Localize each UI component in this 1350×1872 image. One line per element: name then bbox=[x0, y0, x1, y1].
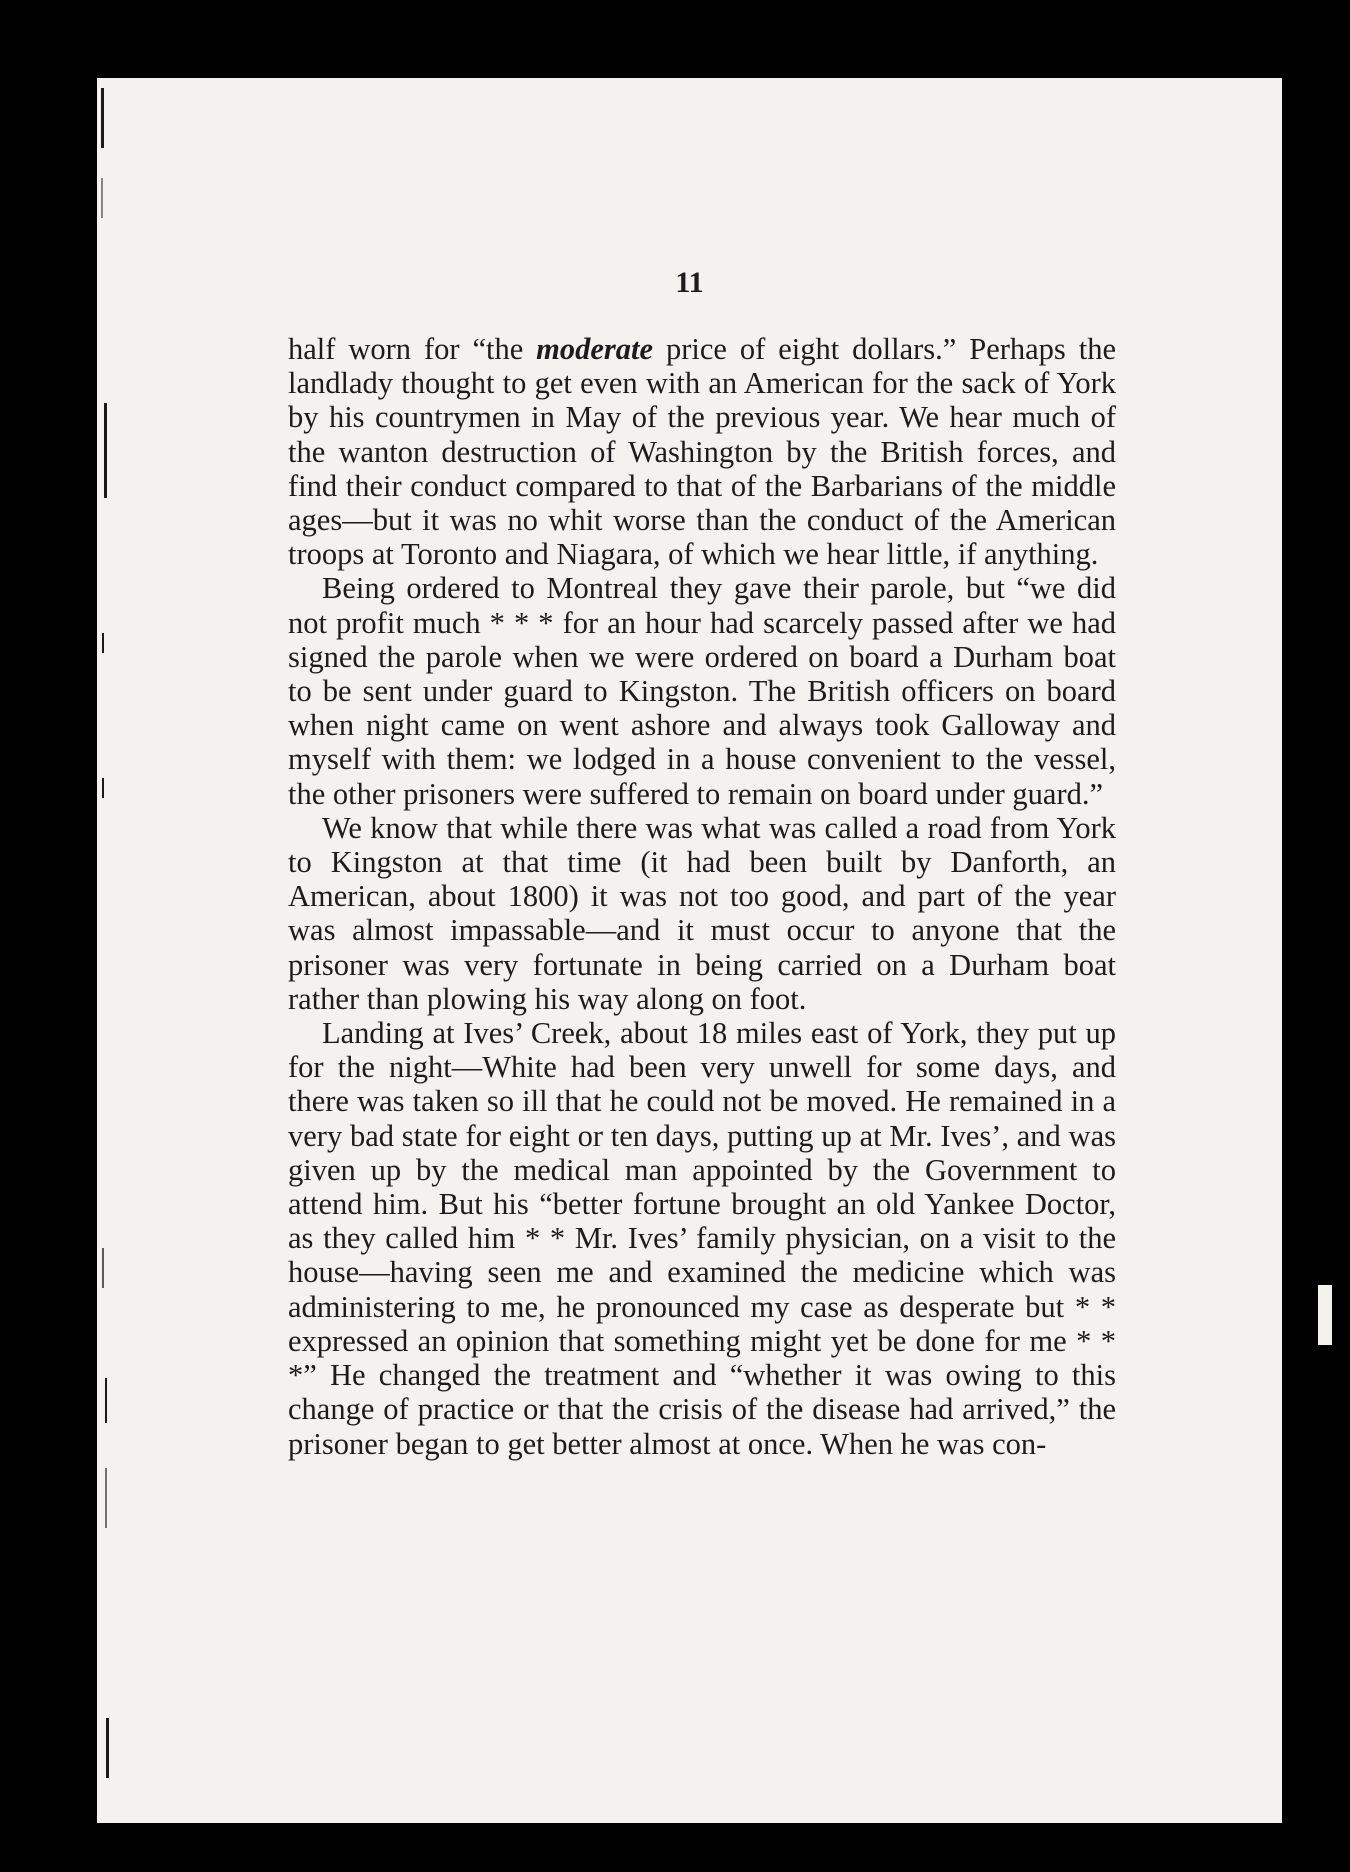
gutter-mark bbox=[105, 1468, 107, 1528]
gutter-mark bbox=[104, 403, 107, 498]
paper-tear bbox=[1318, 1285, 1332, 1345]
book-page bbox=[97, 78, 1282, 1823]
paragraph bbox=[288, 332, 1116, 571]
gutter-mark bbox=[106, 1718, 109, 1778]
page-number: 11 bbox=[675, 266, 704, 299]
paragraph: Landing at Ives’ Creek, about 18 miles east of York, they put up for the night—White had been very unwell for some days, and there was taken so ill that he could not be moved. He remained in a very bad state for eight or ten days, putting up at Mr. Ives’, and was given up by the medical man appointed by the Government to attend him. But his “better fortune brought an old Yankee Doctor, as they called him * * Mr. Ives’ family physician, on a visit to the house—having seen me and examined the medicine which was administering to me, he pronounced my case as desperate but * * expressed an opinion that something might yet be done for me * * *” He changed the treatment and “whether it was owing to this change of practice or that the crisis of the disease had arrived,” the prisoner began to get better almost at once. When he was con- bbox=[288, 1016, 1116, 1461]
gutter-mark bbox=[101, 88, 104, 148]
gutter-mark bbox=[102, 633, 104, 653]
gutter-mark bbox=[105, 1378, 107, 1423]
paragraph-text: half worn for “the bbox=[288, 332, 537, 366]
italic-emphasis: moderate bbox=[536, 332, 654, 366]
paragraph: We know that while there was what was called a road from York to Kingston at that time (it had been built by Danforth, an American, about 1800) it was not too good, and part of the year was almost impassable—and it must occur to anyone that the prisoner was very fortunate in being carried on a Durham boat rather than plowing his way along on foot. bbox=[288, 810, 1116, 1016]
paragraph: Being ordered to Montreal they gave their parole, but “we did not profit much * * * for an hour had scarcely passed after we had signed the parole when we were ordered on board a Durham boat to be sent under guard to Kingston. The British officers on board when night came on went ashore and always took Galloway and myself with them: we lodged in a house convenient to the vessel, the other prisoners were suffered to remain on board under guard.” bbox=[288, 571, 1116, 811]
body-text bbox=[288, 332, 1116, 1461]
paragraph-text: price of eight dollars.” Perhaps the landlady thought to get even with an American for the sack of York by his countrymen in May of the previous year. We hear much of the wanton destruction of Washington by the British forces, and find their conduct compared to that of the Barbarians of the middle ages—but it was no whit worse than the conduct of the American troops at Toronto and Niagara, of which we hear little, if anything. bbox=[288, 332, 1116, 572]
gutter-mark bbox=[101, 178, 103, 218]
gutter-mark bbox=[102, 1248, 104, 1288]
gutter-mark bbox=[102, 778, 104, 798]
